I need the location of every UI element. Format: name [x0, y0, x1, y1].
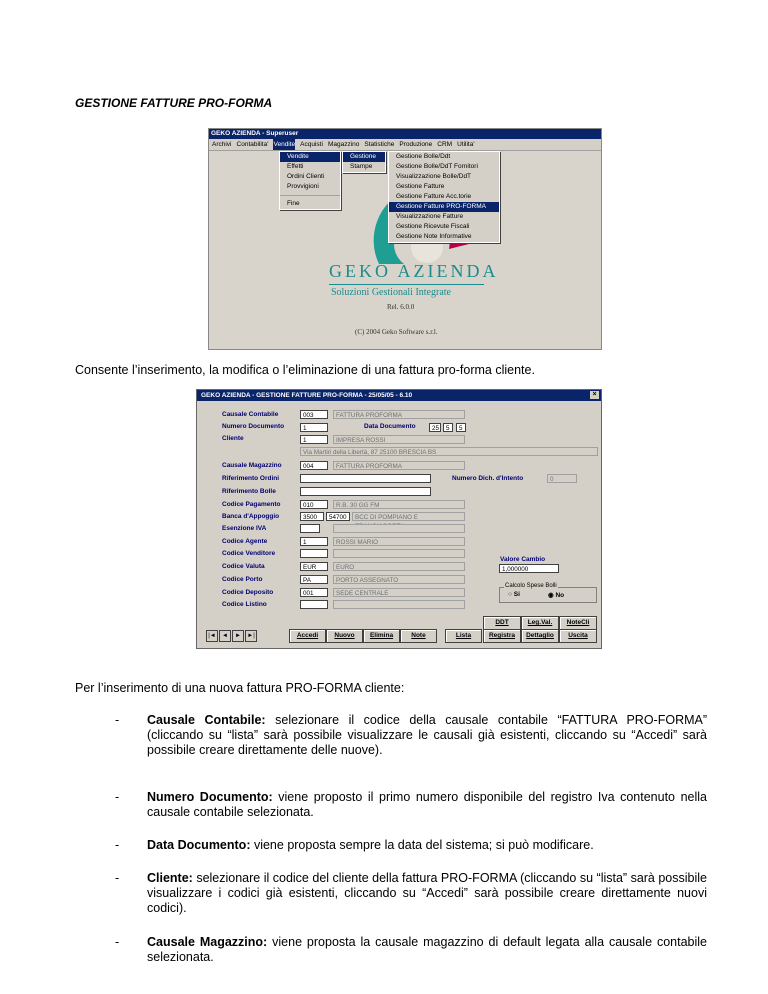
cliente-address-field: Via Martiri della Libertà, 87 25100 BRESCIA BS — [300, 447, 598, 456]
intro-text: Consente l’inserimento, la modifica o l’eliminazione di una fattura pro-forma cliente. — [75, 363, 535, 377]
esenzione-code-field[interactable] — [300, 524, 320, 533]
menu-item-provvigioni[interactable]: Provvigioni — [287, 183, 319, 190]
section-title: Per l’inserimento di una nuova fattura PRO-FORMA cliente: — [75, 681, 405, 695]
menu-crm[interactable]: CRM — [437, 141, 453, 148]
calcolo-spese-label: Calcolo Spese Bolli — [505, 583, 557, 589]
menu-item-bolle-fornitori[interactable]: Gestione Bolle/DdT Fornitori — [396, 163, 478, 170]
menu-screenshot — [208, 128, 602, 350]
registra-button[interactable]: Registra — [483, 629, 521, 643]
bullet-desc: viene proposta la causale magazzino di default legata alla causale contabile selezionata. — [147, 935, 707, 964]
agente-desc-field: ROSSI MARIO — [333, 537, 465, 546]
label-cliente: Cliente — [222, 435, 244, 442]
deposito-desc-field: SEDE CENTRALE — [333, 588, 465, 597]
magazzino-desc-field: FATTURA PROFORMA — [333, 461, 465, 470]
data-mese-field[interactable]: 5 — [443, 423, 453, 432]
gestione-submenu — [388, 151, 500, 243]
bullet-desc: selezionare il codice del cliente della fattura PRO-FORMA (cliccando su “lista” sarà possibile visualizzare i codici già esistenti, cliccando su “Accedi” sarà possibile creare direttamente nuovi codici). — [147, 871, 707, 915]
menu-item-fatture[interactable]: Gestione Fatture — [396, 183, 445, 190]
label-banca-appoggio: Banca d'Appoggio — [222, 513, 280, 520]
label-numero-dich: Numero Dich. d'Intento — [452, 475, 524, 482]
riferimento-ordini-field[interactable] — [300, 474, 431, 483]
label-valore-cambio: Valore Cambio — [500, 556, 546, 563]
valuta-code-field[interactable]: EUR — [300, 562, 328, 571]
menu-separator — [280, 192, 340, 196]
label-codice-deposito: Codice Deposito — [222, 589, 274, 596]
magazzino-code-field[interactable]: 004 — [300, 461, 328, 470]
data-anno-field[interactable]: 5 — [456, 423, 466, 432]
menu-item-vendite[interactable]: Vendite — [280, 152, 340, 162]
bullet-term: Numero Documento: — [147, 790, 273, 804]
menu-utilita[interactable]: Utilita' — [457, 141, 475, 148]
logo-subtitle: Soluzioni Gestionali Integrate — [331, 287, 451, 298]
pagamento-code-field[interactable]: 010 — [300, 500, 328, 509]
bullet-dash: - — [115, 713, 120, 727]
close-icon[interactable]: × — [590, 391, 599, 399]
causale-code-field[interactable]: 003 — [300, 410, 328, 419]
data-giorno-field[interactable]: 25 — [429, 423, 441, 432]
release-label: Rel. 6.0.0 — [387, 303, 415, 311]
bullet-dash: - — [115, 935, 120, 949]
bullet-term: Causale Contabile: — [147, 713, 266, 727]
dettaglio-button[interactable]: Dettaglio — [521, 629, 559, 643]
form-title: GEKO AZIENDA - GESTIONE FATTURE PRO-FORMA - 25/05/05 - 6.10 — [201, 392, 413, 399]
label-causale-magazzino: Causale Magazzino — [222, 462, 282, 469]
bullet-term: Causale Magazzino: — [147, 935, 268, 949]
label-riferimento-bolle: Riferimento Bolle — [222, 488, 276, 495]
banca-cab-field[interactable]: 54700 — [326, 512, 350, 521]
valore-cambio-field[interactable]: 1,000000 — [499, 564, 559, 573]
banca-abi-field[interactable]: 3500 — [300, 512, 324, 521]
logo-title: GEKO AZIENDA — [329, 261, 499, 281]
label-codice-listino: Codice Listino — [222, 601, 267, 608]
bullet-cliente — [147, 871, 707, 916]
bullet-term: Data Documento: — [147, 838, 251, 852]
menu-item-gestione[interactable]: Gestione — [343, 152, 385, 162]
numero-dich-field: 0 — [547, 474, 577, 483]
nuovo-button[interactable]: Nuovo — [326, 629, 363, 643]
leg-val-button[interactable]: Leg.Val. — [521, 616, 559, 630]
accedi-button[interactable]: Accedi — [289, 629, 326, 643]
vendite-submenu — [342, 151, 386, 173]
copyright-label: (C) 2004 Geko Software s.r.l. — [355, 328, 438, 336]
bullet-causale-contabile — [147, 713, 707, 758]
radio-si-label: Si — [513, 591, 520, 598]
form-screenshot — [196, 389, 602, 649]
menu-item-bolle-ddt[interactable]: Gestione Bolle/Ddt — [396, 153, 451, 160]
cliente-desc-field: IMPRESA ROSSI — [333, 435, 465, 444]
form-titlebar — [197, 390, 601, 401]
label-codice-agente: Codice Agente — [222, 538, 268, 545]
bullet-causale-magazzino — [147, 935, 707, 965]
bullet-numero-documento — [147, 790, 707, 820]
bullet-desc: viene proposto il primo numero disponibile del registro Iva contenuto nella causale contabile selezionata. — [147, 790, 707, 819]
porto-desc-field: PORTO ASSEGNATO — [333, 575, 465, 584]
label-codice-pagamento: Codice Pagamento — [222, 501, 281, 508]
vendite-dropdown — [279, 151, 341, 210]
esenzione-desc-field — [333, 524, 465, 533]
elimina-button[interactable]: Elimina — [363, 629, 400, 643]
venditore-desc-field — [333, 549, 465, 558]
listino-desc-field — [333, 600, 465, 609]
ddt-button[interactable]: DDT — [483, 616, 521, 630]
bullet-data-documento — [147, 838, 707, 853]
bullet-dash: - — [115, 871, 120, 885]
logo-divider — [329, 284, 484, 285]
menu-item-fine[interactable]: Fine — [287, 200, 300, 207]
label-data-documento: Data Documento — [364, 423, 416, 430]
next-record-icon[interactable]: ► — [232, 630, 244, 642]
banca-desc-field: BCC DI POMPIANO E — [352, 512, 465, 521]
porto-code-field[interactable]: PA — [300, 575, 328, 584]
riferimento-bolle-field[interactable] — [300, 487, 431, 496]
menu-item-visualizza-fatture[interactable]: Visualizzazione Fatture — [396, 213, 464, 220]
page-heading: GESTIONE FATTURE PRO-FORMA — [75, 96, 273, 110]
first-record-icon[interactable]: |◄ — [206, 630, 218, 642]
menu-archivi[interactable]: Archivi — [212, 141, 232, 148]
valuta-desc-field: EURO — [333, 562, 465, 571]
bullet-desc: selezionare il codice della causale contabile “FATTURA PRO-FORMA” (cliccando su “lista” sarà possibile visualizzare le causali già esistenti, cliccando su “Accedi” sarà possibile creare direttamente delle nuove). — [147, 713, 708, 757]
causale-desc-field: FATTURA PROFORMA — [333, 410, 465, 419]
venditore-code-field[interactable] — [300, 549, 328, 558]
bullet-desc: viene proposta sempre la data del sistema; si può modificare. — [250, 838, 594, 852]
label-codice-porto: Codice Porto — [222, 576, 263, 583]
menu-item-ricevute-fiscali[interactable]: Gestione Ricevute Fiscali — [396, 223, 470, 230]
radio-no[interactable]: ◉ No — [548, 592, 565, 599]
menu-item-note-informative[interactable]: Gestione Note Informative — [396, 233, 472, 240]
cliente-code-field[interactable]: 1 — [300, 435, 328, 444]
menu-contabilita[interactable]: Contabilita' — [236, 141, 269, 148]
pagamento-desc-field: R.B. 30 GG FM — [333, 500, 465, 509]
radio-no-label: No — [555, 592, 565, 599]
app-titlebar: GEKO AZIENDA - Superuser — [209, 129, 601, 139]
menu-item-visualizza-bolle[interactable]: Visualizzazione Bolle/DdT — [396, 173, 472, 180]
agente-code-field[interactable]: 1 — [300, 537, 328, 546]
numero-documento-field[interactable]: 1 — [300, 423, 328, 432]
menu-item-fatture-acc[interactable]: Gestione Fatture Acc.torie — [396, 193, 472, 200]
menu-statistiche[interactable]: Statistiche — [364, 141, 395, 148]
bullet-dash: - — [115, 838, 120, 852]
label-codice-valuta: Codice Valuta — [222, 563, 265, 570]
calcolo-spese-group — [499, 583, 597, 603]
menu-magazzino[interactable]: Magazzino — [327, 141, 360, 148]
bullet-dash: - — [115, 790, 120, 804]
menu-acquisti[interactable]: Acquisti — [300, 141, 323, 148]
menu-produzione[interactable]: Produzione — [399, 141, 433, 148]
menu-vendite[interactable]: Vendite — [273, 141, 296, 148]
notecli-button[interactable]: NoteCli — [559, 616, 597, 630]
lista-button[interactable]: Lista — [445, 629, 482, 643]
menu-item-effetti[interactable]: Effetti — [287, 163, 304, 170]
menu-item-fatture-proforma[interactable]: Gestione Fatture PRO-FORMA — [389, 202, 499, 212]
menu-item-stampe[interactable]: Stampe — [350, 163, 373, 170]
note-button[interactable]: Note — [400, 629, 437, 643]
prev-record-icon[interactable]: ◄ — [219, 630, 231, 642]
radio-si[interactable]: ○ Si — [508, 591, 520, 598]
label-riferimento-ordini: Riferimento Ordini — [222, 475, 280, 482]
app-menubar — [209, 139, 601, 151]
label-esenzione-iva: Esenzione IVA — [222, 525, 267, 532]
label-numero-documento: Numero Documento — [222, 423, 285, 430]
menu-item-ordini-clienti[interactable]: Ordini Clienti — [287, 173, 325, 180]
deposito-code-field[interactable]: 001 — [300, 588, 328, 597]
bullet-term: Cliente: — [147, 871, 193, 885]
label-codice-venditore: Codice Venditore — [222, 550, 276, 557]
last-record-icon[interactable]: ►| — [245, 630, 257, 642]
label-causale-contabile: Causale Contabile — [222, 411, 279, 418]
uscita-button[interactable]: Uscita — [559, 629, 597, 643]
listino-code-field[interactable] — [300, 600, 328, 609]
